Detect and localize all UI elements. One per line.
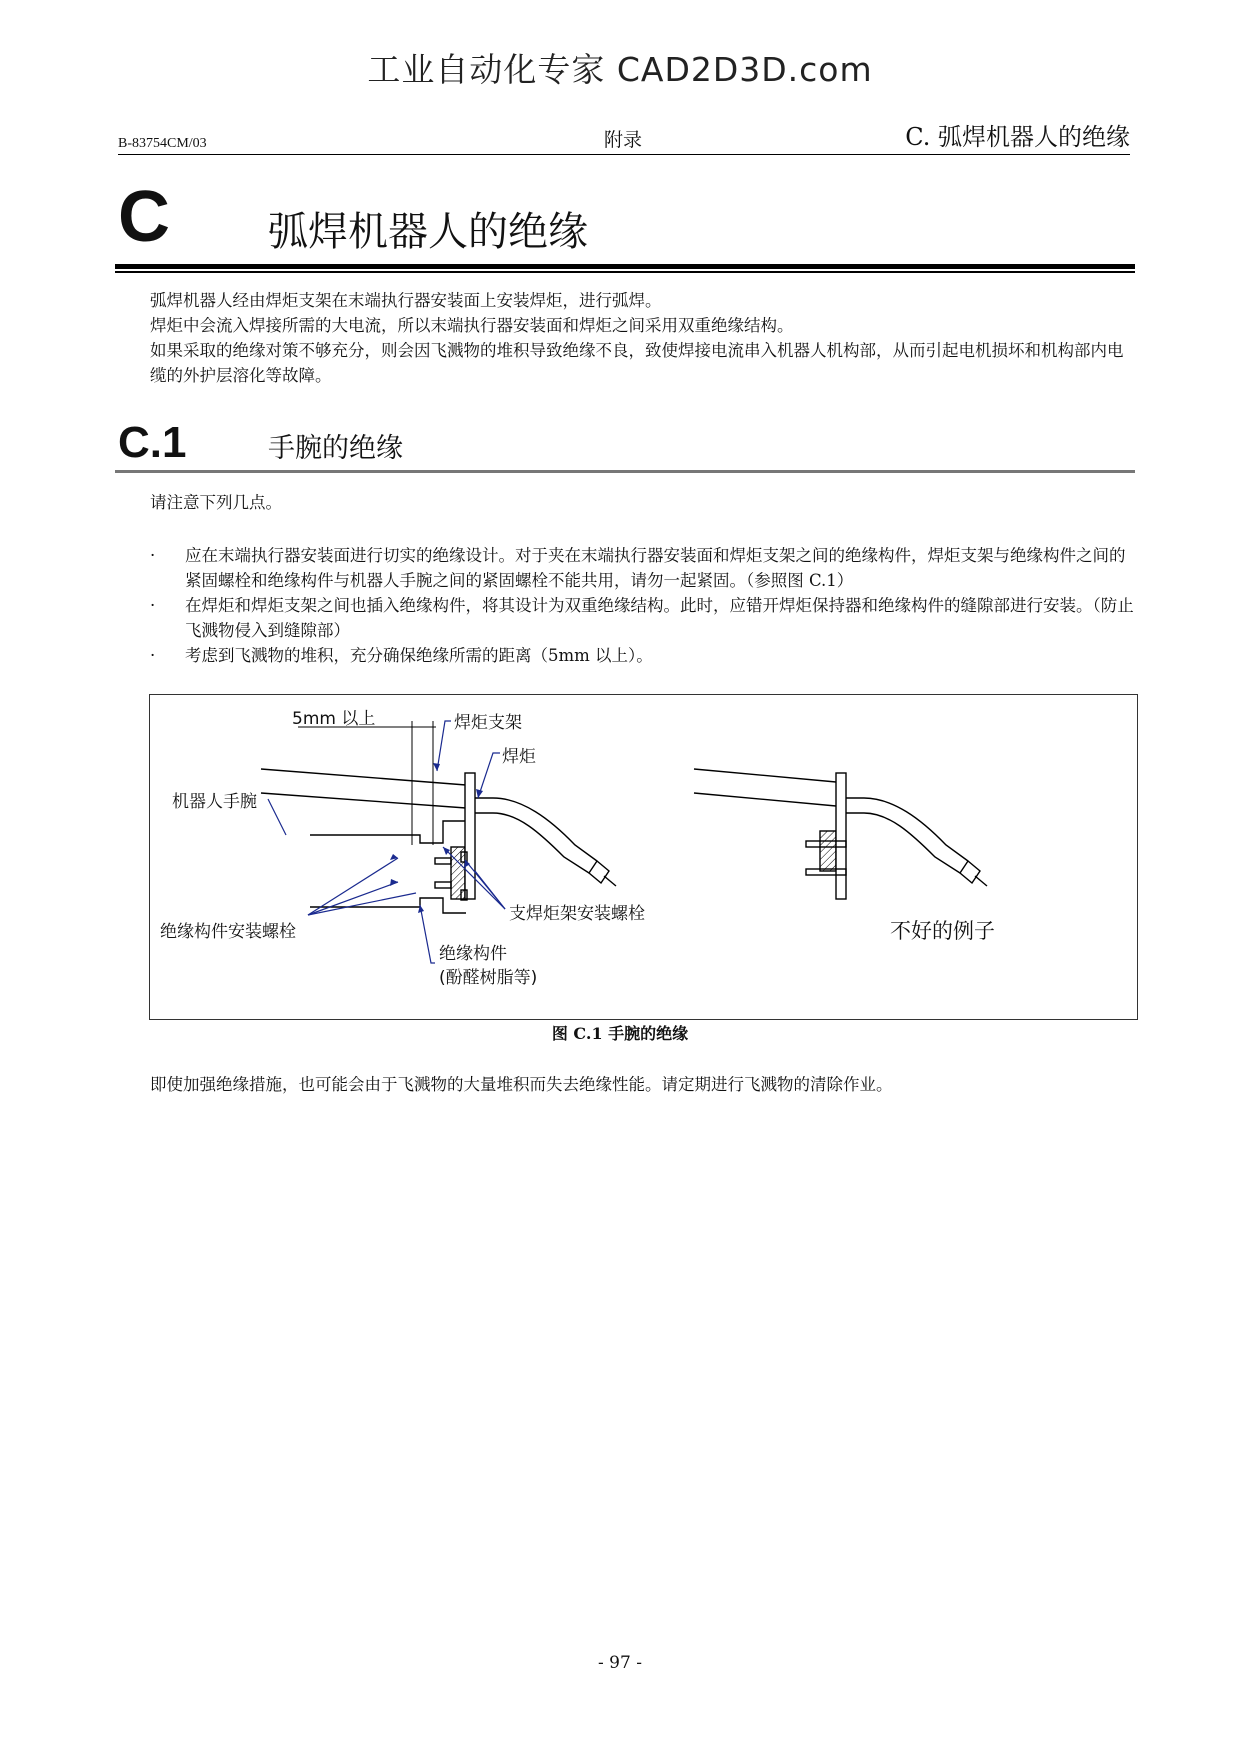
intro-line-1: 弧焊机器人经由焊炬支架在末端执行器安装面上安装焊炬，进行弧焊。 xyxy=(150,291,662,310)
chapter-title: 弧焊机器人的绝缘 xyxy=(268,209,588,255)
section-lead: 请注意下列几点。 xyxy=(150,493,282,512)
chapter-heading xyxy=(118,177,1130,265)
chapter-rule-thin xyxy=(115,271,1135,273)
chapter-rule xyxy=(115,264,1135,269)
bullet-text: 应在末端执行器安装面进行切实的绝缘设计。对于夹在末端执行器安装面和焊炬支架之间的绝缘构件，焊炬支架与绝缘构件之间的紧固螺栓和绝缘构件与机器人手腕之间的紧固螺栓不能共用，请勿一起紧固。（参照图 C.1） xyxy=(185,546,1126,590)
section-number: C.1 xyxy=(118,418,187,467)
wrist-insulation-diagram xyxy=(150,695,1137,1019)
label-bad-example: 不好的例子 xyxy=(890,919,995,943)
closing-paragraph: 即使加强绝缘措施，也可能会由于飞溅物的大量堆积而失去绝缘性能。请定期进行飞溅物的清除作业。 xyxy=(150,1075,893,1094)
header-chapter-ref: C. 弧焊机器人的绝缘 xyxy=(905,123,1130,151)
bullet-text: 考虑到飞溅物的堆积，充分确保绝缘所需的距离（5mm 以上）。 xyxy=(185,646,653,665)
bullet-mark: · xyxy=(150,646,156,665)
bullet-item xyxy=(150,543,1135,593)
label-bracket-bolt: 支焊炬架安装螺栓 xyxy=(509,904,645,924)
intro-line-3: 如果采取的绝缘对策不够充分，则会因飞溅物的堆积导致绝缘不良，致使焊接电流串入机器人机构部，从而引起电机损坏和机构部内电缆的外护层溶化等故障。 xyxy=(150,341,1124,385)
section-rule xyxy=(115,470,1135,473)
bullet-mark: · xyxy=(150,546,156,565)
chapter-number: C xyxy=(118,177,170,257)
label-distance: 5mm 以上 xyxy=(292,709,376,729)
page-number: - 97 - xyxy=(598,1653,642,1673)
label-material: (酚醛树脂等) xyxy=(439,968,538,988)
header-section: 附录 xyxy=(604,129,643,151)
label-robot-wrist: 机器人手腕 xyxy=(172,792,257,812)
intro-paragraph xyxy=(150,288,1130,388)
section-heading xyxy=(118,415,1130,475)
figure-insulation xyxy=(149,694,1138,1020)
bullet-item xyxy=(150,593,1135,643)
label-insulation-member: 绝缘构件 xyxy=(439,944,507,964)
running-header xyxy=(118,124,1130,155)
good-example-drawing xyxy=(261,721,616,913)
intro-line-2: 焊炬中会流入焊接所需的大电流，所以末端执行器安装面和焊炬之间采用双重绝缘结构。 xyxy=(150,316,794,335)
label-torch-bracket: 焊炬支架 xyxy=(454,713,522,733)
bullet-list xyxy=(150,543,1135,668)
label-torch: 焊炬 xyxy=(502,747,536,767)
figure-caption: 图 C.1 手腕的绝缘 xyxy=(551,1024,689,1043)
bullet-mark: · xyxy=(150,596,156,615)
bullet-item xyxy=(150,643,1135,668)
label-insulation-bolt: 绝缘构件安装螺栓 xyxy=(160,922,296,942)
bullet-text: 在焊炬和焊炬支架之间也插入绝缘构件，将其设计为双重绝缘结构。此时，应错开焊炬保持器和绝缘构件的缝隙部进行安装。（防止飞溅物侵入到缝隙部） xyxy=(185,596,1134,640)
doc-code: B-83754CM/03 xyxy=(118,136,207,151)
bad-example-drawing xyxy=(694,769,987,899)
watermark-text: 工业自动化专家 CAD2D3D.com xyxy=(367,50,873,89)
section-title: 手腕的绝缘 xyxy=(268,433,403,464)
